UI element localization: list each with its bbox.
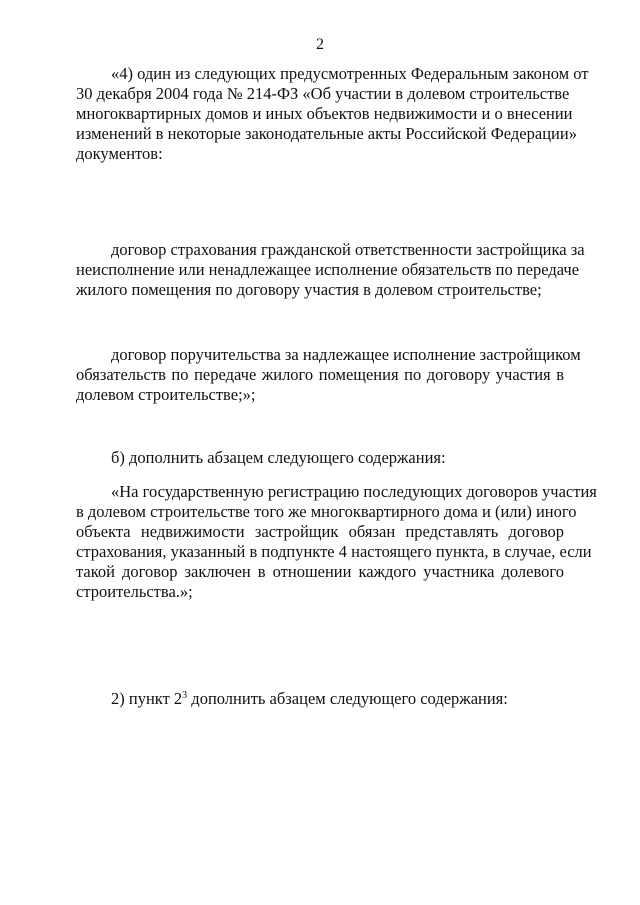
text-line: жилого помещения по договору участия в долевом строительстве; xyxy=(76,280,542,299)
paragraph-insurance-contract xyxy=(76,240,585,300)
text-segment: дополнить абзацем следующего содержания: xyxy=(187,689,508,708)
page-number: 2 xyxy=(316,36,324,53)
text-line: долевом строительстве;»; xyxy=(76,385,256,404)
paragraph-item-2 xyxy=(76,689,564,709)
text-line: договор поручительства за надлежащее исполнение застройщиком xyxy=(111,345,581,364)
text-line: обязательств по передаче жилого помещения по договору участия в xyxy=(76,365,564,384)
text-line: документов: xyxy=(76,144,163,163)
text-line: «На государственную регистрацию последующих договоров участия xyxy=(111,482,597,501)
text-line: неисполнение или ненадлежащее исполнение обязательств по передаче xyxy=(76,260,580,279)
text-line: такой договор заключен в отношении каждого участника долевого xyxy=(76,562,564,581)
paragraph-registration xyxy=(76,482,597,602)
text-segment: 2) пункт 2 xyxy=(111,689,183,708)
text-line: б) дополнить абзацем следующего содержания: xyxy=(111,448,446,467)
superscript: 3 xyxy=(182,690,188,701)
paragraph-item-4 xyxy=(76,64,589,164)
text-line: договор страхования гражданской ответственности застройщика за xyxy=(111,240,585,259)
text-line: многоквартирных домов и иных объектов недвижимости и о внесении xyxy=(76,104,573,123)
text-line xyxy=(76,689,564,709)
text-line: 30 декабря 2004 года № 214-ФЗ «Об участии в долевом строительстве xyxy=(76,84,570,103)
paragraph-surety-contract xyxy=(76,345,581,405)
text-line: изменений в некоторые законодательные акты Российской Федерации» xyxy=(76,124,577,143)
text-line: страхования, указанный в подпункте 4 настоящего пункта, в случае, если xyxy=(76,542,592,561)
text-line: строительства.»; xyxy=(76,582,193,601)
text-line: «4) один из следующих предусмотренных Федеральным законом от xyxy=(111,64,589,83)
text-line: объекта недвижимости застройщик обязан представлять договор xyxy=(76,522,564,541)
paragraph-b xyxy=(76,448,564,468)
text-line: в долевом строительстве того же многоквартирного дома и (или) иного xyxy=(76,502,577,521)
